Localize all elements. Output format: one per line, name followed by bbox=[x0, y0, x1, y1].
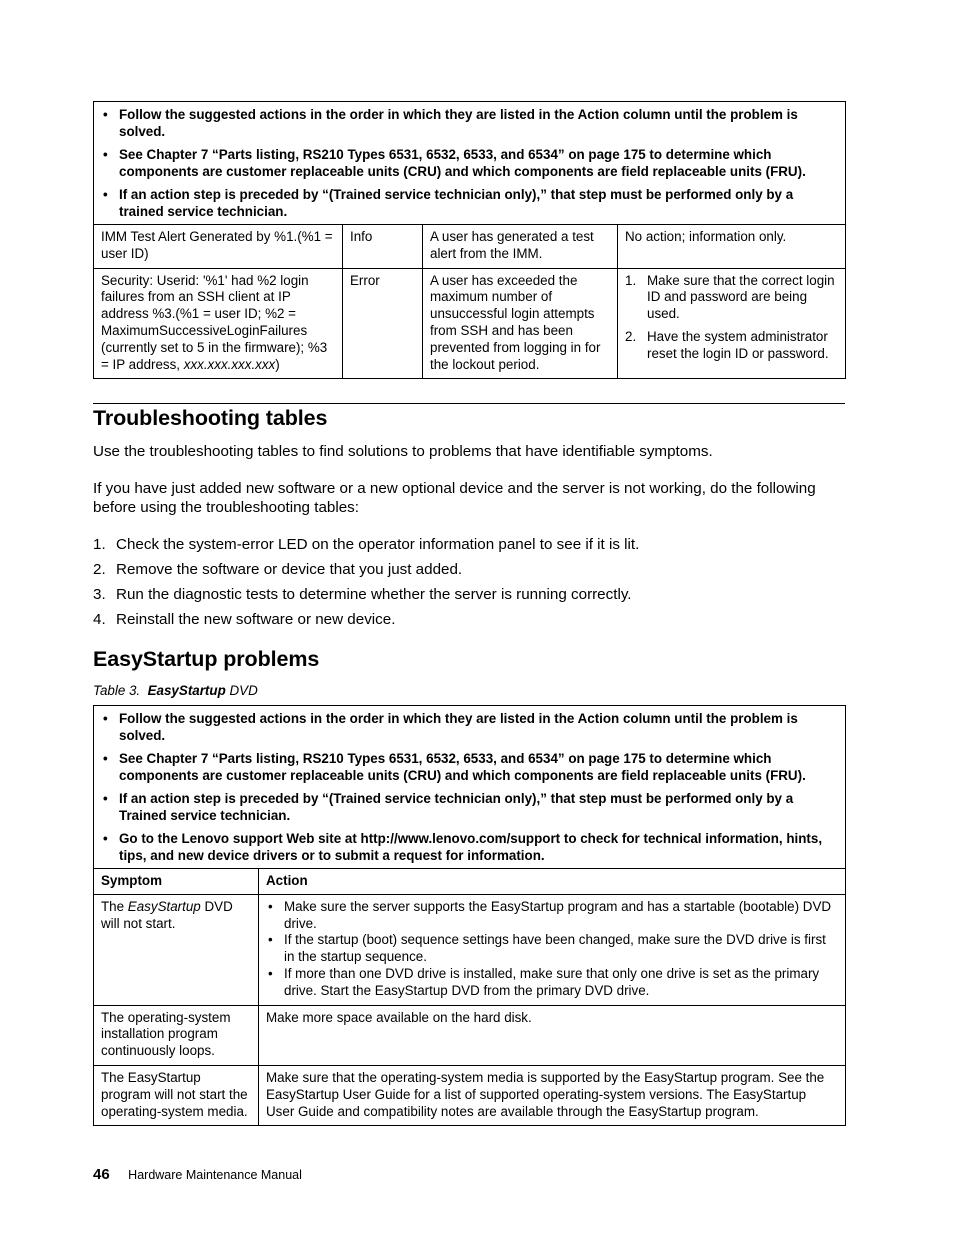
step-number: 2. bbox=[93, 561, 106, 578]
action-cell: Make sure that the operating-system media is supported by the EasyStartup program. See the EasyStartup User Guide for a list of supported operating-system versions. The EasyStartup User Guide and compatibility notes are available through the EasyStartup program. bbox=[259, 1065, 846, 1125]
symptom-cell bbox=[94, 894, 259, 1005]
note-item: • Follow the suggested actions in the order in which they are listed in the Action column until the problem is solved. bbox=[101, 710, 838, 744]
caption-prefix: Table 3. bbox=[93, 683, 141, 698]
step-number: 4. bbox=[93, 611, 106, 628]
list-item bbox=[93, 560, 639, 579]
symptom-text: The bbox=[101, 898, 128, 914]
symptom-cell: The operating-system installation program continuously loops. bbox=[94, 1005, 259, 1065]
troubleshooting-title: Troubleshooting tables bbox=[93, 406, 328, 430]
symptom-cell: The EasyStartup program will not start the operating-system media. bbox=[94, 1065, 259, 1125]
symptom-header: Symptom bbox=[94, 869, 259, 895]
action-cell: No action; information only. bbox=[618, 225, 846, 269]
note-item: • See Chapter 7 “Parts listing, RS210 Types 6531, 6532, 6533, and 6534” on page 175 to determine which components are customer replaceable units (CRU) and which components are field replaceable units (FRU). bbox=[101, 750, 838, 784]
list-item bbox=[93, 585, 639, 604]
note-item: • If an action step is preceded by “(Trained service technician only),” that step must be performed only by a Trained service technician. bbox=[101, 790, 838, 824]
step-text: Make sure that the correct login ID and password are being used. bbox=[647, 272, 835, 322]
note-item: • Follow the suggested actions in the order in which they are listed in the Action column until the problem is solved. bbox=[101, 106, 838, 140]
easystartup-title: EasyStartup problems bbox=[93, 647, 320, 671]
note-item: • Go to the Lenovo support Web site at http://www.lenovo.com/support to check for technical information, hints, tips, and new device drivers or to submit a request for information. bbox=[101, 830, 838, 864]
easystartup-table bbox=[93, 705, 846, 1126]
step-text: Run the diagnostic tests to determine whether the server is running correctly. bbox=[116, 586, 632, 603]
step-number: 3. bbox=[93, 586, 106, 603]
table-notes bbox=[94, 102, 846, 225]
message-text-end: ) bbox=[275, 356, 280, 372]
description-cell: A user has generated a test alert from the IMM. bbox=[423, 225, 618, 269]
table-row bbox=[94, 225, 846, 269]
page-footer bbox=[93, 1166, 302, 1183]
troubleshooting-intro2: If you have just added new software or a new optional device and the server is not working, do the following before using the troubleshooting tables: bbox=[93, 480, 816, 516]
step-text: Remove the software or device that you just added. bbox=[116, 561, 463, 578]
step-number: 2. bbox=[625, 328, 637, 344]
list-item bbox=[93, 535, 639, 554]
table-row bbox=[94, 1005, 846, 1065]
footer-title: Hardware Maintenance Manual bbox=[128, 1168, 302, 1182]
message-ip-format: xxx.xxx.xxx.xxx bbox=[183, 356, 276, 372]
list-item bbox=[93, 610, 639, 629]
table-header-row bbox=[94, 869, 846, 895]
troubleshooting-intro: Use the troubleshooting tables to find solutions to problems that have identifiable symptoms. bbox=[93, 443, 713, 460]
table-row bbox=[94, 268, 846, 379]
step-text: Reinstall the new software or new device. bbox=[116, 611, 396, 628]
page-number: 46 bbox=[93, 1166, 110, 1183]
easystartup-table-wrap bbox=[93, 705, 846, 1126]
imm-events-table bbox=[93, 101, 846, 379]
message-text: Security: Userid: '%1' had %2 login failures from an SSH client at IP address %3.(%1 = user ID; %2 = MaximumSuccessiveLoginFailures (currently set to 5 in the firmware); %3 = IP address, bbox=[101, 272, 328, 372]
step-number: 1. bbox=[93, 536, 106, 553]
table-notes bbox=[94, 706, 846, 869]
section-divider bbox=[93, 403, 845, 404]
action-step bbox=[625, 273, 838, 323]
caption-bold: EasyStartup bbox=[147, 683, 226, 698]
severity-cell: Info bbox=[343, 225, 423, 269]
symptom-product: EasyStartup bbox=[127, 898, 201, 914]
symptom-text-end: DVD will not start. bbox=[101, 898, 233, 931]
action-item: • Make sure the server supports the EasyStartup program and has a startable (bootable) DVD drive. bbox=[266, 899, 838, 933]
step-text: Check the system-error LED on the operator information panel to see if it is lit. bbox=[116, 536, 640, 553]
action-cell bbox=[618, 268, 846, 379]
action-header: Action bbox=[259, 869, 846, 895]
message-cell: IMM Test Alert Generated by %1.(%1 = user ID) bbox=[94, 225, 343, 269]
action-item: • If more than one DVD drive is installed, make sure that only one drive is set as the primary drive. Start the EasyStartup DVD from the primary DVD drive. bbox=[266, 966, 838, 1000]
action-cell bbox=[259, 894, 846, 1005]
severity-cell: Error bbox=[343, 268, 423, 379]
table-row bbox=[94, 894, 846, 1005]
note-item: • If an action step is preceded by “(Trained service technician only),” that step must be performed only by a trained service technician. bbox=[101, 186, 838, 220]
action-item: • If the startup (boot) sequence settings have been changed, make sure the DVD drive is first in the startup sequence. bbox=[266, 932, 838, 966]
step-text: Have the system administrator reset the login ID or password. bbox=[647, 328, 829, 361]
caption-suffix: DVD bbox=[229, 683, 258, 698]
description-cell: A user has exceeded the maximum number of unsuccessful login attempts from SSH and has been prevented from logging in for the lockout period. bbox=[423, 268, 618, 379]
table-caption bbox=[93, 683, 258, 698]
step-number: 1. bbox=[625, 272, 637, 288]
imm-table bbox=[93, 101, 845, 379]
troubleshooting-steps bbox=[93, 535, 639, 635]
action-cell: Make more space available on the hard disk. bbox=[259, 1005, 846, 1065]
table-row bbox=[94, 1065, 846, 1125]
message-cell bbox=[94, 268, 343, 379]
action-step bbox=[625, 329, 838, 363]
note-item: • See Chapter 7 “Parts listing, RS210 Types 6531, 6532, 6533, and 6534” on page 175 to determine which components are customer replaceable units (CRU) and which components are field replaceable units (FRU). bbox=[101, 146, 838, 180]
